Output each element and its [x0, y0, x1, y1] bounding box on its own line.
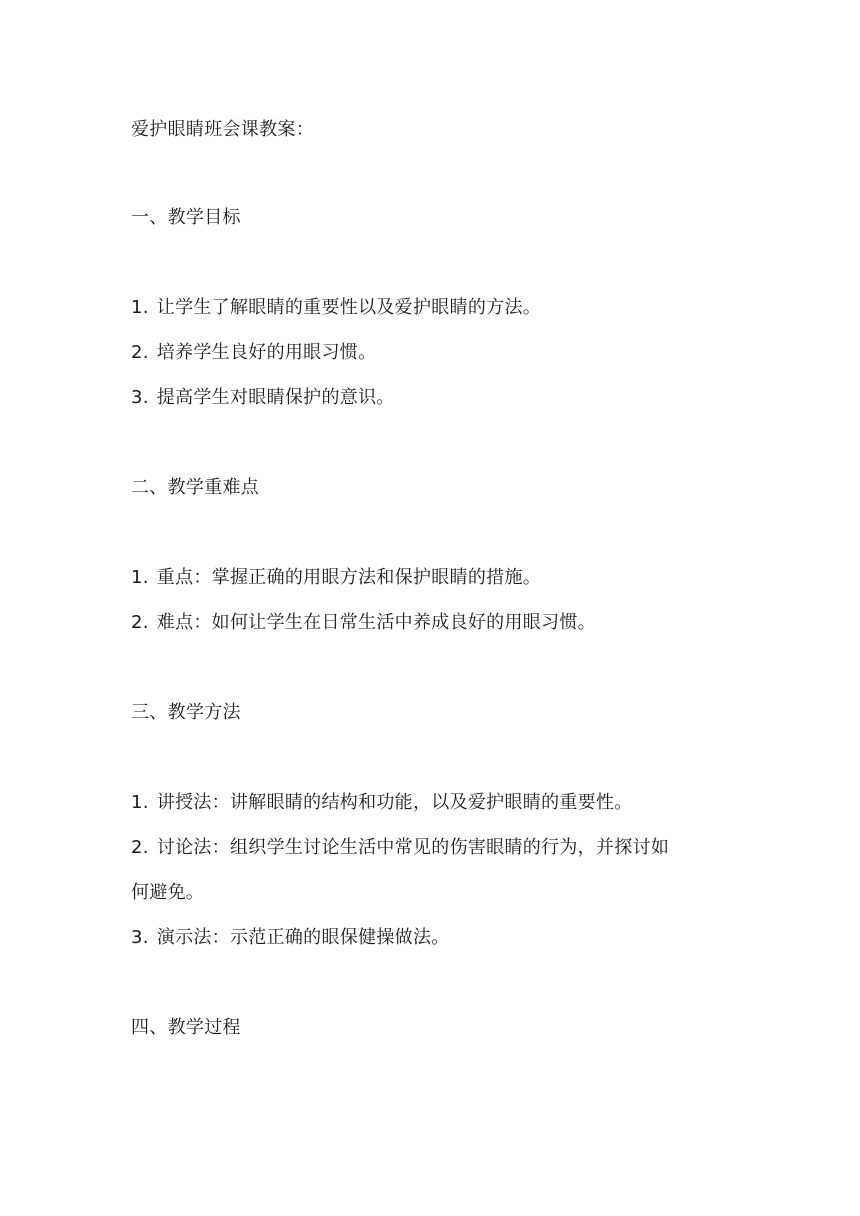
- list-item-number: 3.: [131, 927, 149, 948]
- section-heading-process: 四、教学过程: [131, 1017, 241, 1038]
- list-item-text: 讲授法：讲解眼睛的结构和功能，以及爱护眼睛的重要性。: [156, 792, 633, 813]
- list-item: [131, 341, 731, 365]
- document-title: 爱护眼睛班会课教案：: [131, 119, 314, 140]
- list-item-number: 2.: [131, 612, 149, 633]
- section-heading-objectives: 一、教学目标: [131, 207, 241, 228]
- list-item: [131, 791, 731, 815]
- list-item-continuation: 何避免。: [131, 882, 205, 903]
- list-item: [131, 386, 731, 410]
- list-item-text: 演示法：示范正确的眼保健操做法。: [156, 927, 450, 948]
- list-item-text: 提高学生对眼睛保护的意识。: [156, 387, 395, 408]
- list-item-number: 1.: [131, 567, 149, 588]
- list-item-number: 1.: [131, 297, 149, 318]
- section-heading-methods: 三、教学方法: [131, 702, 241, 723]
- list-item: [131, 926, 731, 950]
- list-item: [131, 611, 731, 635]
- list-item-number: 3.: [131, 387, 149, 408]
- list-item: [131, 296, 731, 320]
- section-heading-key-points: 二、教学重难点: [131, 477, 260, 498]
- list-item: [131, 566, 731, 590]
- list-item-text: 讨论法：组织学生讨论生活中常见的伤害眼睛的行为，并探讨如: [156, 837, 670, 858]
- list-item-number: 2.: [131, 342, 149, 363]
- list-item-text: 重点：掌握正确的用眼方法和保护眼睛的措施。: [156, 567, 542, 588]
- list-item-number: 2.: [131, 837, 149, 858]
- list-item-text: 让学生了解眼睛的重要性以及爱护眼睛的方法。: [156, 297, 542, 318]
- list-item-text: 难点：如何让学生在日常生活中养成良好的用眼习惯。: [156, 612, 596, 633]
- list-item-text: 培养学生良好的用眼习惯。: [156, 342, 377, 363]
- list-item-number: 1.: [131, 792, 149, 813]
- list-item: [131, 836, 731, 860]
